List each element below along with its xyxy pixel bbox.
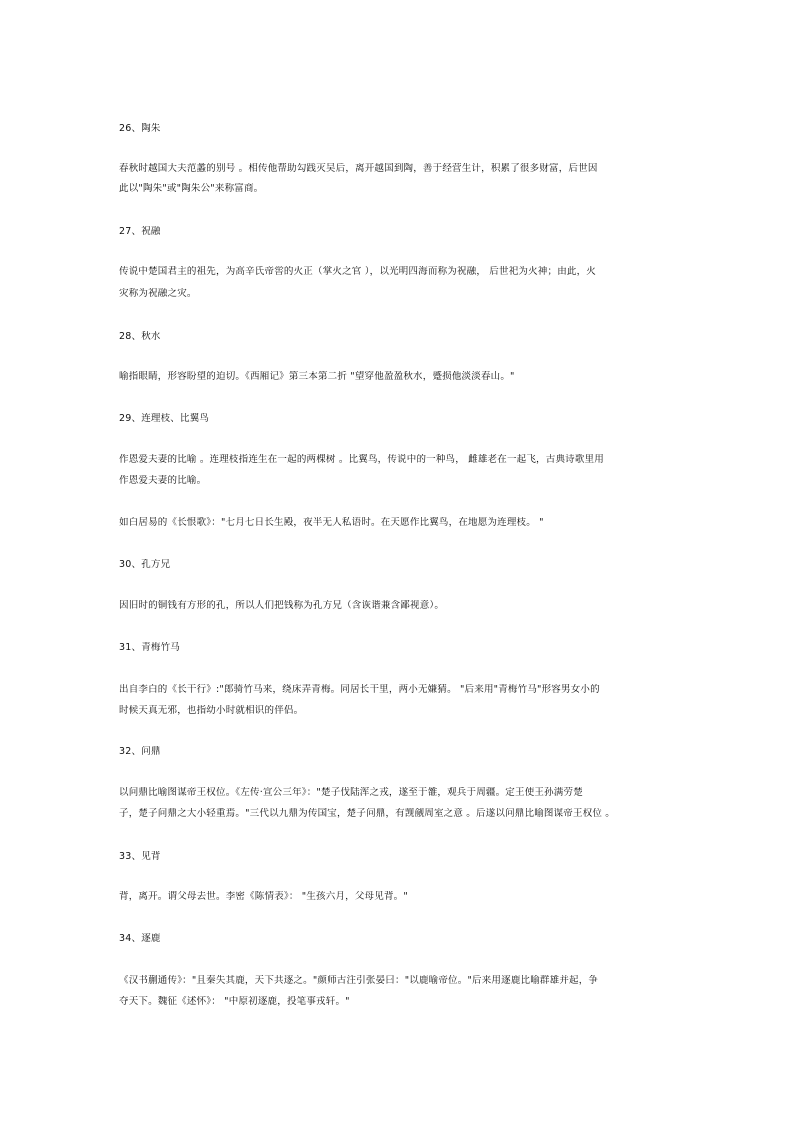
entry-heading: 28、秋水 (119, 331, 161, 342)
entry-text-line: 以问鼎比喻图谋帝王权位。《左传·宣公三年》："楚子伐陆浑之戎，遂至于雒，观兵于周疆。定王使王孙满劳楚 (119, 787, 583, 798)
entry-text-line: 《汉书蒯通传》："且秦失其鹿，天下共逐之。"颜师古注引张晏曰："以鹿喻帝位。"后来用逐鹿比喻群雄并起，争 (119, 975, 599, 986)
entry-text-line: 灾称为祝融之灾。 (119, 288, 197, 299)
entry-text-line: 夺天下。魏征《述怀》： "中原初逐鹿，投笔事戎轩。" (119, 996, 350, 1007)
entry-heading: 29、连理枝、比翼鸟 (119, 413, 210, 424)
entry-text-line: 传说中楚国君主的祖先，为高辛氏帝喾的火正（掌火之官 ），以光明四海而称为祝融， 后世祀为火神；由此，火 (119, 266, 596, 277)
entry-text-line: 作恩爱夫妻的比喻。 (119, 475, 207, 486)
entry-heading: 27、祝融 (119, 226, 161, 237)
entry-text-line: 因旧时的铜钱有方形的孔，所以人们把钱称为孔方兄（含诙谐兼含鄙视意）。 (119, 600, 445, 611)
entry-text-line: 春秋时越国大夫范蠡的别号 。相传他帮助勾践灭吴后，离开越国到陶，善于经营生计，积累了很多财富，后世因 (119, 163, 598, 174)
entry-text-line: 子，楚子问鼎之大小轻重焉。"三代以九鼎为传国宝，楚子问鼎，有觊觎周室之意 。后遂以问鼎比喻图谋帝王权位 。 (119, 808, 616, 819)
entry-text-line: 时候天真无邪，也指幼小时就相识的伴侣。 (119, 705, 304, 716)
entry-heading: 30、孔方兄 (119, 559, 171, 570)
entry-text-line: 喻指眼睛，形容盼望的迫切。《西厢记》第三本第二折 "望穿他盈盈秋水，蹙损他淡淡春山。" (119, 371, 515, 382)
entry-heading: 34、逐鹿 (119, 933, 161, 944)
entry-text-line: 出自李白的《长干行》:"郎骑竹马来，绕床弄青梅。同居长干里，两小无嫌猜。 "后来用"青梅竹马"形容男女小的 (119, 684, 600, 695)
entry-text-line: 此以"陶朱"或"陶朱公"来称富商。 (119, 183, 264, 194)
entry-text-line: 如白居易的《长恨歌》："七月七日长生殿，夜半无人私语时。在天愿作比翼鸟，在地愿为连理枝。 " (119, 517, 544, 528)
entry-text-line: 作恩爱夫妻的比喻 。连理枝指连生在一起的两棵树 。比翼鸟，传说中的一种鸟， 雌雄老在一起飞，古典诗歌里用 (119, 454, 604, 465)
entry-heading: 32、问鼎 (119, 746, 161, 757)
entry-heading: 26、陶朱 (119, 123, 161, 134)
entry-heading: 31、青梅竹马 (119, 642, 180, 653)
entry-heading: 33、见背 (119, 851, 161, 862)
entry-text-line: 背，离开。谓父母去世。李密《陈情表》： "生孩六月，父母见背。" (119, 891, 408, 902)
